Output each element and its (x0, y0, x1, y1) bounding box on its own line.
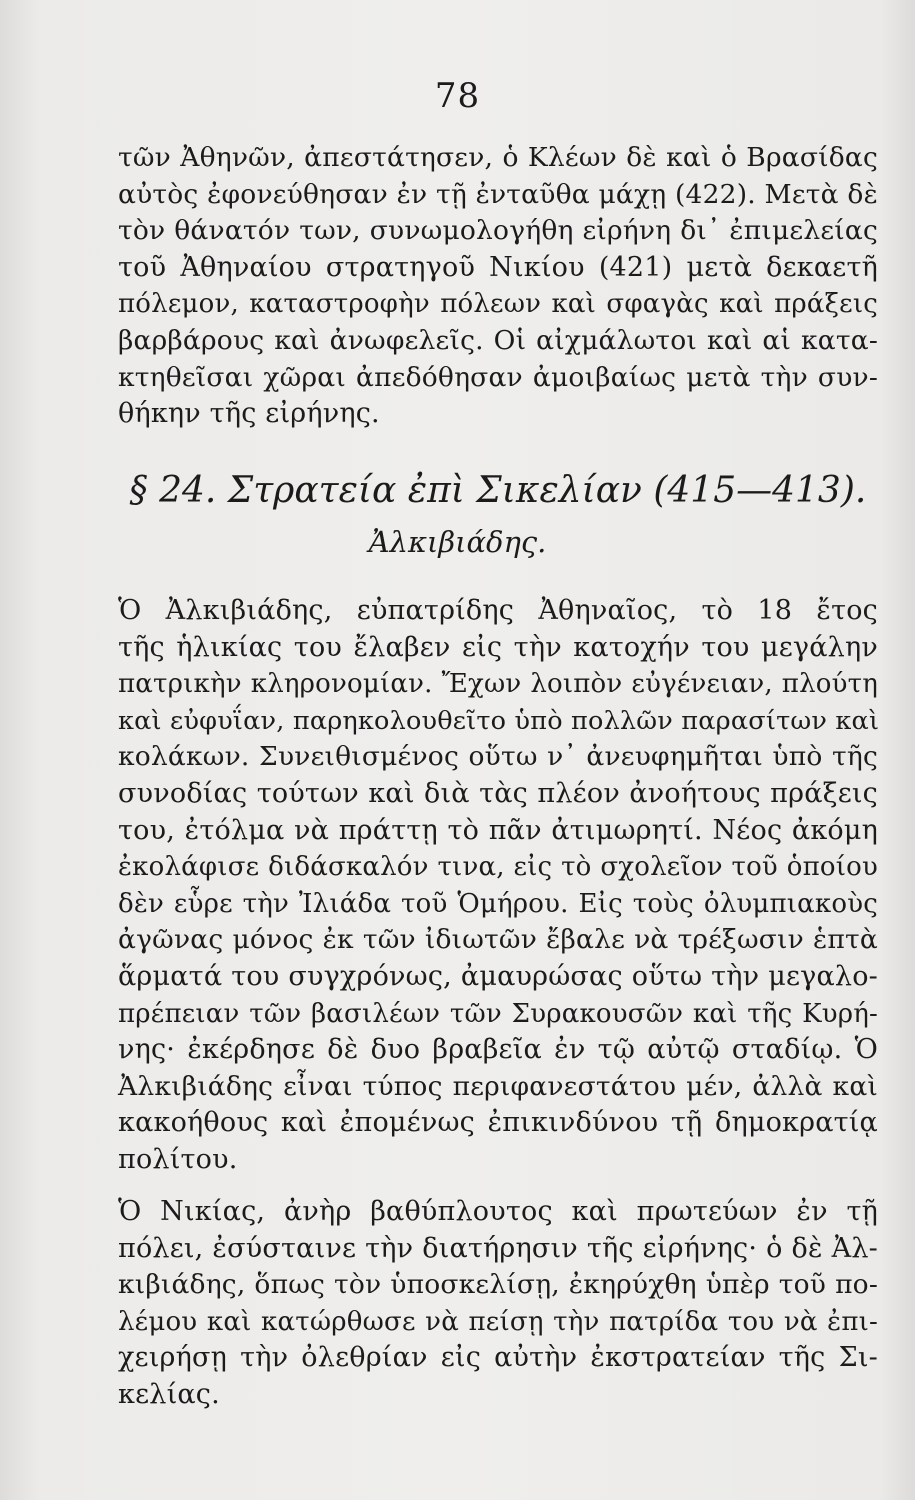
text-line: θήκην τῆς εἰρήνης. (118, 398, 380, 430)
text-line: ἐκολάφισε διδάσκαλόν τινα, εἰς τὸ σχολεῖον τοῦ ὁποίου (118, 852, 878, 883)
text-line: συνοδίας τούτων καὶ διὰ τὰς πλέον ἀνοήτους πράξεις (118, 777, 878, 809)
text-line: τῆς ἡλικίας του ἔλαβεν εἰς τὴν κατοχήν του μεγάλην (118, 631, 878, 663)
text-line: κτηθεῖσαι χῶραι ἀπεδόθησαν ἀμοιβαίως μετὰ τὴν συν- (118, 361, 878, 393)
text-line: βαρβάρους καὶ ἀνωφελεῖς. Οἱ αἰχμάλωτοι καὶ αἱ κατα- (118, 324, 878, 356)
text-line: δὲν εὗρε τὴν Ἰλιάδα τοῦ Ὁμήρου. Εἰς τοὺς ὀλυμπιακοὺς (118, 888, 878, 919)
section-heading: § 24. Στρατεία ἐπὶ Σικελίαν (415—413). (129, 470, 867, 511)
text-line: πρέπειαν τῶν βασιλέων τῶν Συρακουσῶν καὶ τῆς Κυρή- (118, 998, 878, 1029)
text-line: Ὁ Νικίας, ἀνὴρ βαθύπλουτος καὶ πρωτεύων ἐν τῇ (118, 1196, 878, 1227)
text-line: κολάκων. Συνειθισμένος οὕτω ν᾽ ἀνευφημῆται ὑπὸ τῆς (118, 741, 878, 773)
text-line: αὐτὸς ἐφονεύθησαν ἐν τῇ ἐνταῦθα μάχῃ (422). Μετὰ δὲ (118, 178, 878, 210)
text-line: χειρήσῃ τὴν ὀλεθρίαν εἰς αὐτὴν ἐκστρατείαν τῆς Σι- (118, 1342, 878, 1374)
text-line: πατρικὴν κληρονομίαν. Ἔχων λοιπὸν εὐγένειαν, πλούτη (118, 669, 878, 700)
text-line: πόλεμον, καταστροφὴν πόλεων καὶ σφαγὰς καὶ πράξεις (118, 289, 878, 320)
text-line: νης· ἐκέρδησε δὲ δυο βραβεῖα ἐν τῷ αὐτῷ σταδίῳ. Ὁ (118, 1034, 878, 1066)
text-line: Ὁ Ἀλκιβιάδης, εὐπατρίδης Ἀθηναῖος, τὸ 18 ἔτος (118, 595, 878, 626)
text-line: κακοήθους καὶ ἐπομένως ἐπικινδύνου τῇ δημοκρατίᾳ (118, 1107, 878, 1139)
text-line: τοῦ Ἀθηναίου στρατηγοῦ Νικίου (421) μετὰ δεκαετῆ (118, 251, 878, 283)
text-line: του, ἐτόλμα νὰ πράττῃ τὸ πᾶν ἀτιμωρητί. Νέος ἀκόμη (118, 814, 878, 846)
paragraph-nicias (118, 1194, 878, 1414)
paragraph-intro (118, 140, 878, 433)
text-line: κιβιάδης, ὅπως τὸν ὑποσκελίσῃ, ἐκηρύχθη ὑπὲρ τοῦ πο- (118, 1269, 878, 1301)
text-line: τῶν Ἀθηνῶν, ἀπεστάτησεν, ὁ Κλέων δὲ καὶ ὁ Βρασίδας (118, 142, 878, 173)
text-line: καὶ εὐφυΐαν, παρηκολουθεῖτο ὑπὸ πολλῶν παρασίτων καὶ (118, 705, 880, 736)
text-line: τὸν θάνατόν των, συνωμολογήθη εἰρήνη δι᾽ ἐπιμελείας (118, 215, 878, 247)
text-line: πόλει, ἐσύσταινε τὴν διατήρησιν τῆς εἰρήνης· ὁ δὲ Ἀλ- (118, 1232, 878, 1264)
page-number: 78 (434, 76, 481, 116)
text-line: ἅρματά του συγχρόνως, ἀμαυρώσας οὕτω τὴν μεγαλο- (118, 960, 878, 992)
paragraph-alcibiades (118, 593, 878, 1179)
section-subheading: Ἀλκιβιάδης. (368, 525, 547, 559)
text-line: Ἀλκιβιάδης εἶναι τύπος περιφανεστάτου μέν, ἀλλὰ καὶ (118, 1070, 878, 1102)
text-line: λέμου καὶ κατώρθωσε νὰ πείσῃ τὴν πατρίδα του νὰ ἐπι- (118, 1306, 878, 1337)
text-line: ἀγῶνας μόνος ἐκ τῶν ἰδιωτῶν ἔβαλε νὰ τρέξωσιν ἑπτὰ (118, 924, 878, 956)
text-line: κελίας. (118, 1378, 220, 1410)
text-line: πολίτου. (118, 1143, 238, 1175)
